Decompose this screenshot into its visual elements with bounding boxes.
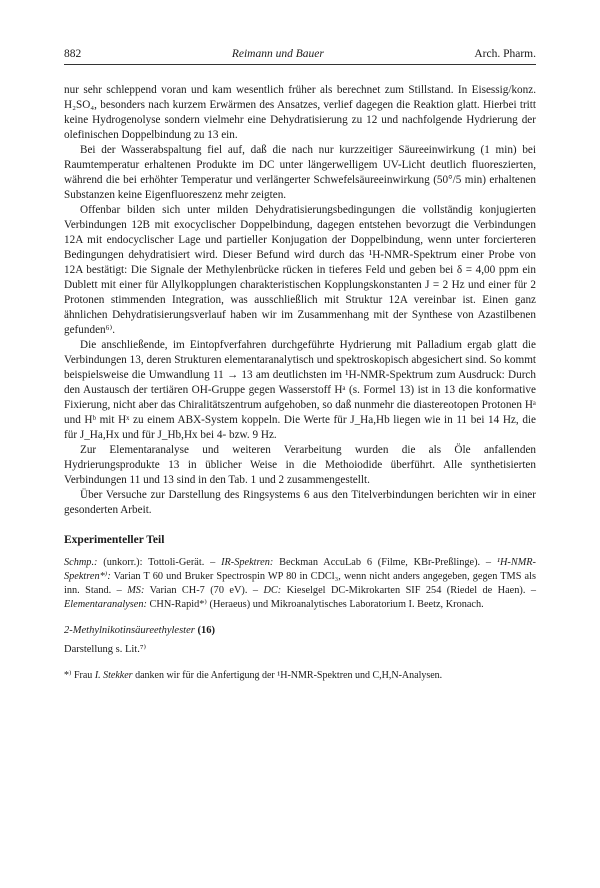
ir-label: IR-Spektren: xyxy=(221,557,274,568)
paragraph: Bei der Wasserabspaltung fiel auf, daß die nach nur kurzzeitiger Säureeinwirkung (1 min) bei Raumtemperatur erhaltenen Produkte im DC unter längerwelligem UV-Licht deutlich fluoreszierten, während die bei erhöhter Temperatur und verlängerter Schwefelsäureeinwirkung (50°/5 min) erhaltenen Substanzen keine Eigenfluoreszenz mehr zeigten. xyxy=(64,144,536,201)
compound-detail: Darstellung s. Lit.⁷⁾ xyxy=(64,644,147,655)
ms-text: Varian CH-7 (70 eV). – xyxy=(144,585,264,596)
section-title: Experimenteller Teil xyxy=(64,534,165,546)
paragraph: Zur Elementaranalyse und weiteren Verarbeitung wurden die als Öle anfallenden Hydrierungsprodukte 13 in üblicher Weise in die Methoiodide überführt. Alle synthetisierten Verbindungen 11 und 13 sind in den Tab. 1 und 2 zusammengestellt. xyxy=(64,444,536,486)
footnote-mark: *⁾ xyxy=(64,670,72,681)
compound-entry xyxy=(64,624,536,657)
experimental-methods xyxy=(64,556,536,612)
compound-name: 2-Methylnikotinsäureethylester xyxy=(64,625,195,636)
ea-label: Elementaranalysen: xyxy=(64,599,147,610)
journal-name: Arch. Pharm. xyxy=(474,48,536,60)
schmp-text: (unkorr.): Tottoli-Gerät. – xyxy=(97,557,222,568)
nmr-label: ¹H-NMR-Spektren*⁾: xyxy=(64,557,536,582)
compound-heading xyxy=(64,624,536,638)
running-header xyxy=(64,48,536,65)
dc-label: DC: xyxy=(263,585,282,596)
footnote-text-before: Frau xyxy=(71,670,95,681)
ir-text: Beckman AccuLab 6 (Filme, KBr-Preßlinge). – xyxy=(273,557,497,568)
ms-label: MS: xyxy=(127,585,145,596)
paragraph: Die anschließende, im Eintopfverfahren durchgeführte Hydrierung mit Palladium ergab glatt die Verbindungen 13, deren Strukturen elementaranalytisch und spektroskopisch abgesichert sind. So kommt beispielsweise die Umwandlung 11 → 13 am deutlichsten im ¹H-NMR-Spektrum zum Ausdruck: Durch den Austausch der tertiären OH-Gruppe gegen Wasserstoff Hᵃ (s. Formel 13) ist in 13 die konformative Fixierung, nicht aber das Chiralitätszentrum aufgehoben, so daß nunmehr die diastereotopen Protonen Hᵃ und Hᵇ mit Hˣ zu einem ABX-System koppeln. Die Werte für J_Ha,Hb liegen wie in 11 bei 14 Hz, die für J_Ha,Hx und für J_Hb,Hx bei 4- bzw. 9 Hz. xyxy=(64,339,536,441)
footnote-person: I. Stekker xyxy=(94,670,133,681)
nmr-text: Varian T 60 und Bruker Spectrospin WP 80 in CDCl₃, wenn nicht anders angegeben, gegen TMS als inn. Stand. – xyxy=(64,571,536,596)
body-text xyxy=(64,83,536,518)
compound-number: (16) xyxy=(197,625,215,636)
running-authors: Reimann und Bauer xyxy=(231,48,324,60)
journal-page xyxy=(64,48,536,682)
dc-text: Kieselgel DC-Mikrokarten SIF 254 (Riedel de Haen). – xyxy=(281,585,536,596)
ea-text: CHN-Rapid*⁾ (Heraeus) und Mikroanalytisches Laboratorium I. Beetz, Kronach. xyxy=(146,599,484,610)
footnote xyxy=(64,669,536,682)
paragraph: nur sehr schleppend voran und kam wesentlich früher als berechnet zum Stillstand. In Eisessig/konz. H₂SO₄, besonders nach kurzem Erwärmen des Ansatzes, verlief dagegen die Reaktion glatt. Hierbei tritt keine Hydrogenolyse sondern vielmehr eine Dehydratisierung zu 12 und nachfolgende Hydrierung der olefinischen Doppelbindung zu 13 ein. xyxy=(64,84,536,141)
schmp-label: Schmp.: xyxy=(64,557,98,568)
page-number: 882 xyxy=(64,48,82,60)
paragraph: Über Versuche zur Darstellung des Ringsystems 6 aus den Titelverbindungen berichten wir in einer gesonderten Arbeit. xyxy=(64,489,536,516)
footnote-text-after: danken wir für die Anfertigung der ¹H-NMR-Spektren und C,H,N-Analysen. xyxy=(132,670,443,681)
paragraph: Offenbar bilden sich unter milden Dehydratisierungsbedingungen die vollständig konjugierten Verbindungen 12B mit exocyclischer Doppelbindung, dagegen entstehen bevorzugt die Verbindungen 12A mit endocyclischer Lage und partieller Konjugation der Doppelbindung, wenn unter forcierteren Bedingungen dehydratisiert wird. Dieser Befund wird durch das ¹H-NMR-Spektrum einer Probe von 12A bestätigt: Die Signale der Methylenbrücke rücken in tieferes Feld und geben bei δ = 4,00 ppm ein Dublett mit einer für Allylkopplungen charakteristischen Kopplungskonstanten J = 2 Hz und einer für 2 Protonen stimmenden Integration, was ausschließlich mit Struktur 12A vereinbar ist. Einen ganz ähnlichen Dehydratisierungsverlauf haben wir im Zusammenhang mit der Synthese von Azastilbenen gefunden⁶⁾. xyxy=(64,204,536,336)
